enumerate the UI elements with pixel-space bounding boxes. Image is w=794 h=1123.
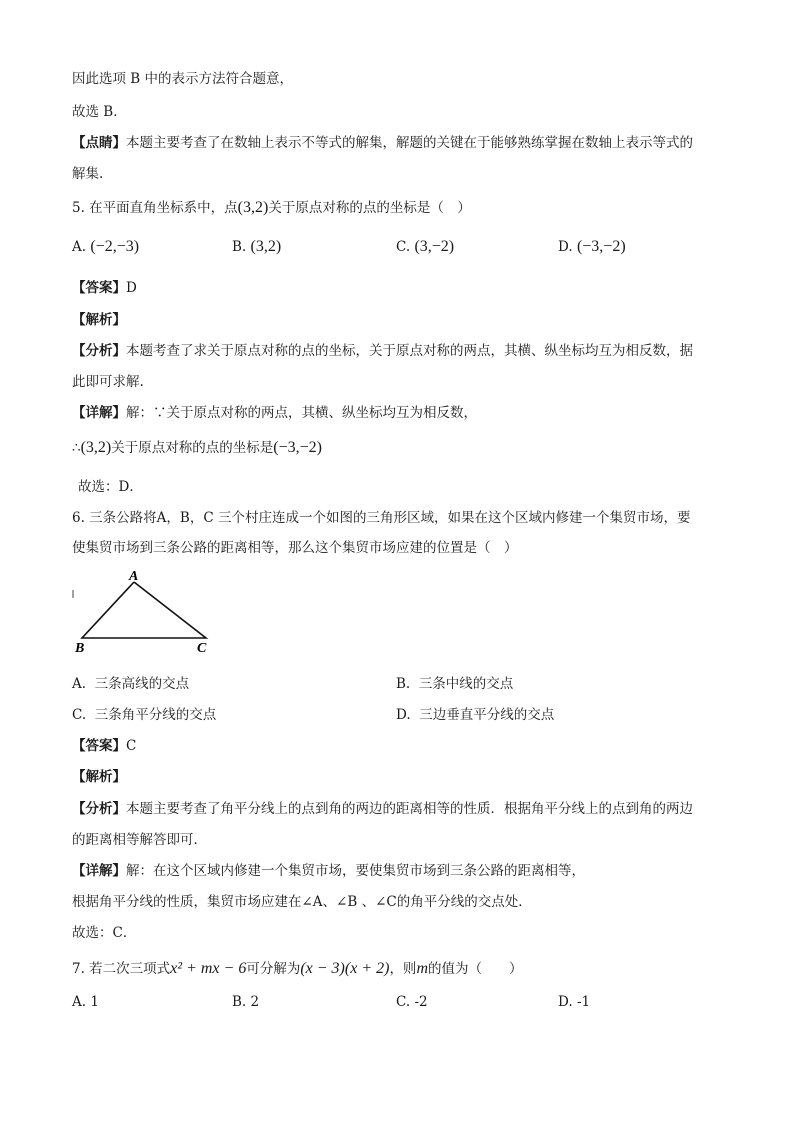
question-7-stem: 7. 若二次三项式x² + mx − 6可分解为(x − 3)(x + 2)，则m的值为（ ） — [72, 960, 523, 977]
q5-fenxi: 【分析】本题考查了求关于原点对称的点的坐标，关于原点对称的两点，其横、纵坐标均互为相反数，据 — [72, 343, 693, 359]
q6-option-b: B. 三条中线的交点 — [396, 676, 514, 692]
q7-option-b: B. 2 — [232, 994, 260, 1010]
q6-answer: 【答案】C — [72, 738, 137, 754]
q6-option-a: A. 三条高线的交点 — [72, 676, 190, 692]
question-5-stem: 5. 在平面直角坐标系中，点(3,2)关于原点对称的点的坐标是（ ） — [72, 199, 471, 216]
q6-analysis-tag: 【解析】 — [72, 769, 126, 785]
question-6-stem: 6. 三条公路将A，B，C 三个村庄连成一个如图的三角形区域，如果在这个区域内修建一个集贸市场，要 — [72, 510, 691, 526]
text-line: 根据角平分线的性质，集贸市场应建在∠A、∠B 、∠C的角平分线的交点处． — [72, 894, 532, 910]
text-line: 因此选项 B 中的表示方法符合题意， — [72, 71, 294, 87]
triangle-figure — [70, 566, 220, 662]
tip-tag: 【点睛】 — [72, 135, 126, 151]
vertex-a-label: A — [129, 569, 139, 584]
q6-fenxi: 【分析】本题主要考查了角平分线上的点到角的两边的距离相等的性质．根据角平分线上的点到角的两边 — [72, 801, 693, 817]
text-line: 解集. — [72, 166, 104, 182]
q6-detail: 【详解】解：在这个区域内修建一个集贸市场，要使集贸市场到三条公路的距离相等， — [72, 863, 585, 879]
triangle-abc — [82, 582, 206, 638]
math-factored: (x − 3)(x + 2) — [300, 960, 390, 977]
q5-detail-2: ∴(3,2)关于原点对称的点的坐标是(−3,−2) — [72, 439, 322, 456]
math-point: (3,2) — [237, 199, 269, 216]
q6-option-d: D. 三边垂直平分线的交点 — [396, 707, 555, 723]
q7-option-a: A. 1 — [72, 994, 99, 1010]
q7-option-d: D. -1 — [558, 994, 591, 1010]
q5-detail: 【详解】解：∵关于原点对称的两点，其横、纵坐标均互为相反数， — [72, 405, 477, 421]
q5-option-d: D. (−3,−2) — [558, 238, 626, 255]
q5-analysis-tag: 【解析】 — [72, 312, 126, 328]
q7-option-c: C. -2 — [396, 994, 428, 1010]
text-line: 的距离相等解答即可． — [72, 832, 207, 848]
tip-line: 【点睛】本题主要考查了在数轴上表示不等式的解集，解题的关键在于能够熟练掌握在数轴上表示等式的 — [72, 135, 693, 151]
q5-answer: 【答案】D — [72, 280, 137, 296]
q5-option-b: B. (3,2) — [232, 238, 282, 255]
text-line: 故选 B． — [72, 104, 127, 120]
vertex-c-label: C — [197, 641, 207, 656]
math-expression: x² + mx − 6 — [170, 960, 247, 977]
q6-conclusion: 故选：C． — [72, 925, 137, 941]
q5-conclusion: 故选：D． — [78, 479, 143, 495]
q6-option-c: C. 三条角平分线的交点 — [72, 707, 217, 723]
text-line: 使集贸市场到三条公路的距离相等，那么这个集贸市场应建的位置是（ ） — [72, 540, 518, 556]
q5-option-c: C. (3,−2) — [396, 238, 455, 255]
vertex-b-label: B — [75, 641, 85, 656]
text-line: 此即可求解. — [72, 374, 144, 390]
q5-option-a: A. (−2,−3) — [72, 238, 140, 255]
